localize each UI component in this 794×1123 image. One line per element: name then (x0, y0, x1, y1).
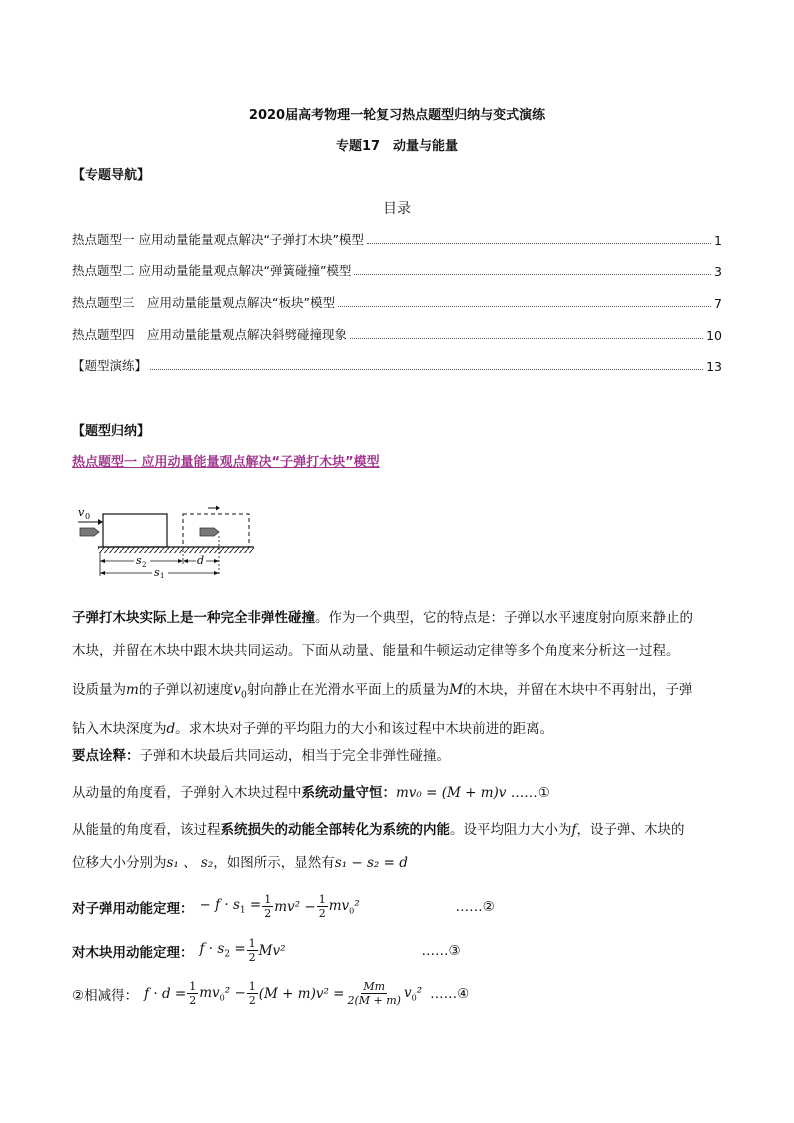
key-phrase: 子弹打木块实际上是一种完全非弹性碰撞 (72, 610, 315, 626)
text: ，如图所示，显然有 (213, 855, 335, 871)
s1-label: s (154, 566, 160, 578)
bullet (80, 528, 99, 536)
math-m: m (126, 682, 139, 698)
momentum-equation: mv₀ = (M + m)v (396, 785, 507, 801)
document-title: 2020届高考物理一轮复习热点题型归纳与变式演练 (248, 108, 546, 123)
v0-subscript: 0 (85, 512, 91, 521)
equation-tag: ……② (455, 898, 495, 915)
equation-label: 对木块用动能定理： (72, 944, 194, 961)
toc-dots (338, 306, 711, 307)
toc-dots (354, 274, 711, 275)
key-phrase: 系统动量守恒： (301, 785, 396, 801)
paragraph-energy (72, 814, 722, 880)
s2-label: s (136, 554, 142, 567)
text: 。求木块对子弹的平均阻力的大小和该过程中木块前进的距离。 (175, 720, 554, 737)
toc-item-label: 热点题型一 应用动量能量观点解决“子弹打木块”模型 (72, 232, 364, 247)
toc-item[interactable] (72, 293, 722, 311)
fraction: $\frac{Mm}{2(M + m)}$ (347, 980, 401, 1007)
text: 钻入木块深度为 (72, 720, 167, 737)
text: 的木块，并留在木块中不再射出，子弹 (463, 682, 693, 698)
equation-subtracted: ②相减得： f · d = $\frac{1}{2}$ $mv_0^2$ − $\frac{1}{2}$ (M + m)v² = $\frac{Mm}{2(M + m)}$ $v_0^2$ ……④ (72, 980, 470, 1007)
toc-item-label: 热点题型四 应用动量能量观点解决斜劈碰撞现象 (72, 327, 348, 342)
toc-item-page: 1 (714, 233, 722, 248)
text: 从能量的角度看，该过程 (72, 822, 221, 838)
equation-bullet-kinetic: 对子弹用动能定理： − $f \cdot s_1$ = $\frac{1}{2}$ mv² − $\frac{1}{2}$ $mv_0^2$ ……② (72, 893, 495, 920)
math-M: M (449, 682, 464, 698)
math-d: d (166, 720, 176, 737)
toc-item-label: 【题型演练】 (72, 358, 148, 373)
displacement-equation: s₁ − s₂ = d (334, 855, 408, 871)
fraction: $\frac{1}{2}$ (189, 980, 197, 1007)
toc-item-label: 热点题型三 应用动量能量观点解决“板块”模型 (72, 295, 335, 310)
toc-item-page: 3 (714, 264, 722, 279)
svg-text:1: 1 (160, 572, 165, 578)
key-phrase: 系统损失的动能全部转化为系统的内能 (220, 822, 450, 838)
text: 设质量为 (72, 682, 126, 698)
text: 子弹和木块最后共同运动，相当于完全非弹性碰撞。 (139, 748, 450, 764)
fraction: $\frac{1}{2}$ (318, 893, 326, 920)
section-label: 【题型归纳】 (72, 424, 151, 439)
text: 的子弹以初速度 (138, 682, 234, 698)
toc-heading: 目录 (383, 201, 411, 217)
d-label: d (197, 554, 205, 567)
ground-hatch (98, 547, 254, 553)
equation-tag: ……④ (430, 985, 470, 1002)
svg-text:2: 2 (142, 561, 147, 569)
math-v0: $v_0$ (233, 682, 247, 701)
bullet-block-diagram (72, 502, 262, 578)
wooden-block-initial (103, 514, 167, 547)
toc-item-page: 13 (706, 359, 722, 374)
equation-block-kinetic: 对木块用动能定理： $f \cdot s_2$ = $\frac{1}{2}$ Mv² ……③ (72, 937, 461, 964)
equation-label: ②相减得： (72, 987, 139, 1004)
toc-item-label: 热点题型二 应用动量能量观点解决“弹簧碰撞”模型 (72, 263, 352, 278)
velocity-arrowhead (98, 519, 103, 525)
paragraph-problem (72, 674, 722, 746)
motion-arrowhead (216, 506, 220, 511)
toc-item[interactable] (72, 230, 722, 248)
text: 从动量的角度看，子弹射入木块过程中 (72, 785, 302, 801)
toc-dots (150, 369, 703, 370)
math-s1-s2: s₁ 、 s₂ (166, 855, 214, 871)
equation-label: 对子弹用动能定理： (72, 900, 194, 917)
text: 。作为一个典型，它的特点是：子弹以水平速度射向原来静止的 (315, 610, 693, 626)
toc-item-page: 10 (706, 328, 722, 343)
paragraph-intro (72, 602, 722, 668)
equation-tag: ……③ (421, 942, 461, 959)
toc-item[interactable] (72, 261, 722, 279)
paragraph-momentum (72, 777, 722, 810)
hot-topic-title: 热点题型一 应用动量能量观点解决“子弹打木块”模型 (72, 455, 380, 470)
toc-item[interactable] (72, 356, 722, 374)
fraction: $\frac{1}{2}$ (264, 893, 272, 920)
equation-tag: ……① (510, 785, 550, 801)
toc-dots (367, 243, 711, 244)
key-point-label: 要点诠释： (72, 748, 140, 764)
fraction: $\frac{1}{2}$ (248, 937, 256, 964)
toc-item-page: 7 (714, 296, 722, 311)
math-f: f (571, 822, 577, 838)
document-subtitle: 专题17 动量与能量 (335, 139, 459, 154)
toc-item[interactable] (72, 325, 722, 343)
text: ，设子弹、木块的 (576, 822, 685, 838)
fraction: $\frac{1}{2}$ (248, 980, 256, 1007)
nav-label: 【专题导航】 (72, 168, 151, 183)
embedded-bullet (200, 528, 219, 536)
paragraph-key-point (72, 740, 722, 773)
v0-label: v (78, 506, 85, 519)
text: 。设平均阻力大小为 (450, 822, 572, 838)
toc-dots (350, 338, 703, 339)
text: 射向静止在光滑水平面上的质量为 (246, 682, 450, 698)
text: 位移大小分别为 (72, 855, 167, 871)
text: 木块，并留在木块中跟木块共同运动。下面从动量、能量和牛顿运动定律等多个角度来分析这一过程。 (72, 643, 680, 659)
